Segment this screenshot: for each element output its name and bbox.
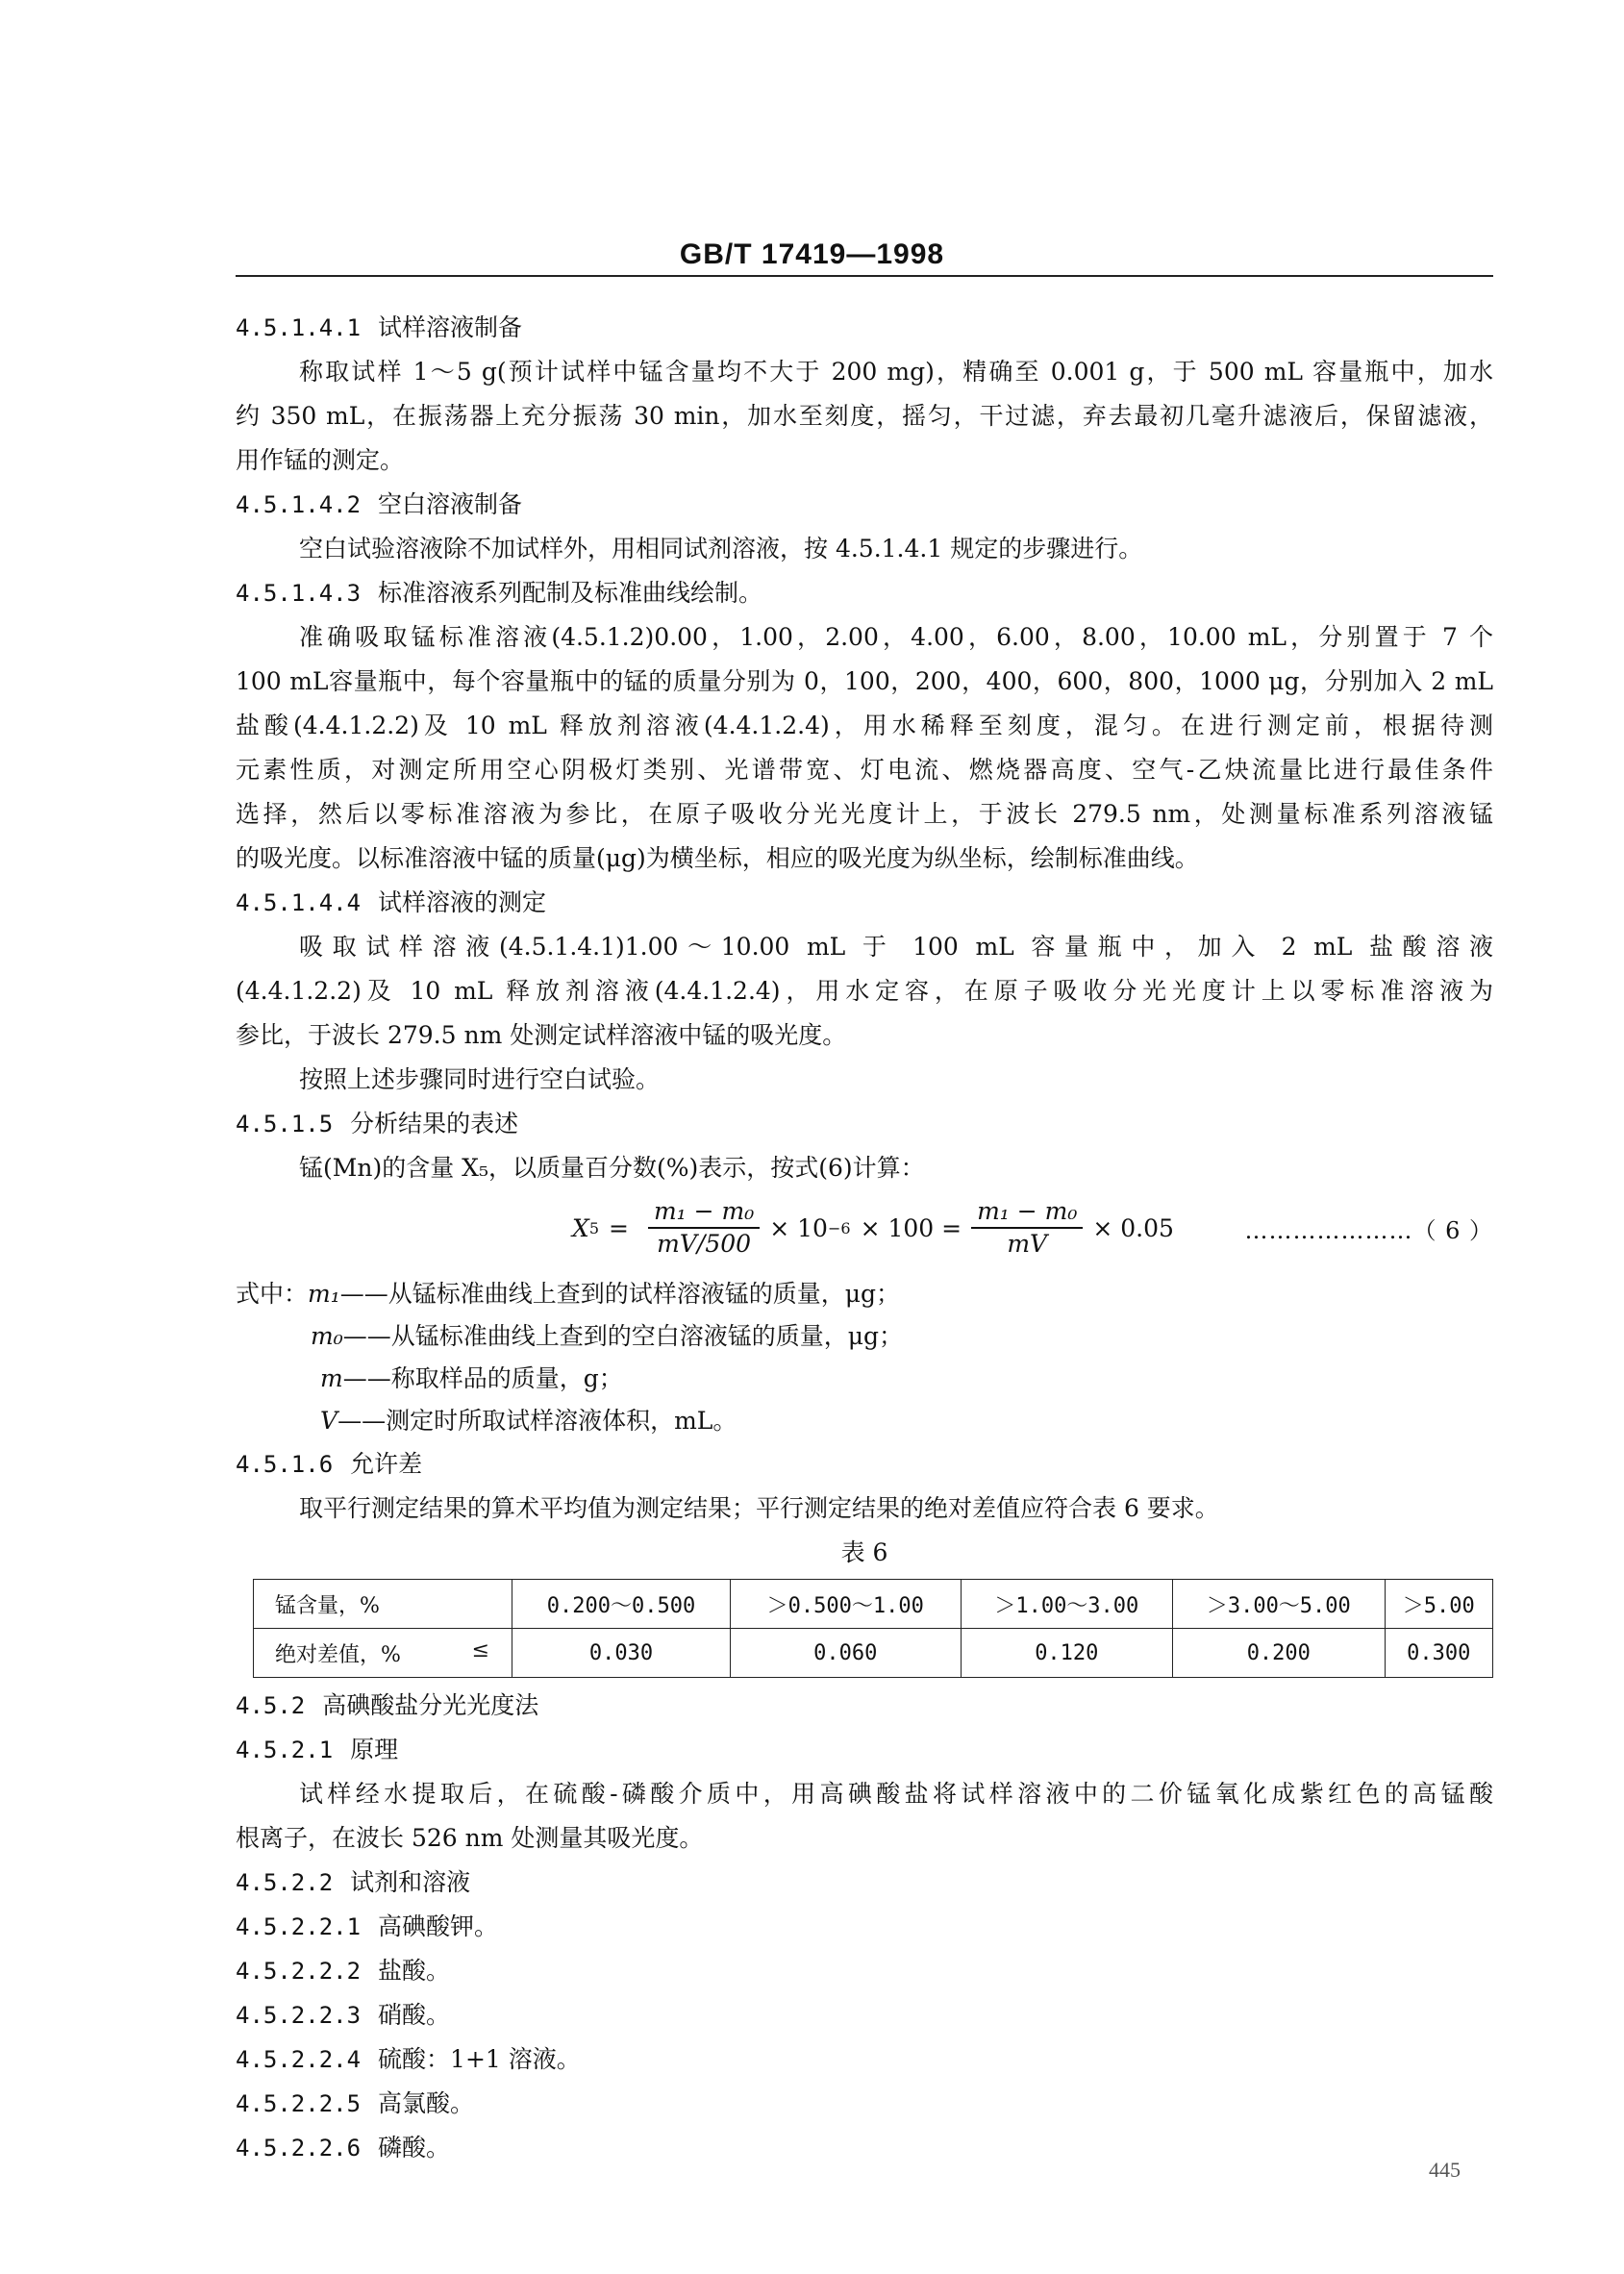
reagent-number: 4.5.2.2.6	[236, 2135, 362, 2162]
heading-number: 4.5.2	[236, 1692, 306, 1719]
paragraph-line: 盐酸(4.4.1.2.2)及 10 mL 释放剂溶液(4.4.1.2.4)，用水稀释至刻度，混匀。在进行测定前，根据待测	[236, 712, 1493, 739]
reagent-title: 硝酸。	[378, 2001, 451, 2029]
heading-number: 4.5.2.1	[236, 1737, 334, 1763]
variable-description: ——测定时所取试样溶液体积，mL。	[337, 1407, 737, 1435]
reagent-item	[236, 1993, 1493, 2037]
paragraph-line: 试样经水提取后，在硫酸-磷酸介质中，用高碘酸盐将试样溶液中的二价锰氧化成紫红色的高锰酸	[299, 1780, 1493, 1808]
table-row	[254, 1580, 1493, 1629]
formula-equals: =	[609, 1213, 629, 1242]
variable-definitions	[236, 1273, 1493, 1442]
heading-4-5-2	[236, 1684, 1493, 1728]
formula-6	[236, 1190, 1493, 1273]
heading-title: 允许差	[350, 1450, 423, 1478]
table-title: 表 6	[840, 1538, 888, 1566]
reagent-title: 盐酸。	[378, 1957, 451, 1985]
paragraph-line: 100 mL容量瓶中，每个容量瓶中的锰的质量分别为 0，100，200，400，600，800，1000 μg，分别加入 2 mL	[236, 667, 1493, 695]
table-cell: ＞3.00～5.00	[1173, 1580, 1386, 1629]
formula-times-hundred: × 100 =	[860, 1213, 962, 1242]
heading-4-5-1-5	[236, 1102, 1493, 1146]
paragraph-line: 空白试验溶液除不加试样外，用相同试剂溶液，按 4.5.1.4.1 规定的步骤进行。	[299, 535, 1143, 562]
variable-definition	[236, 1315, 1493, 1358]
reagent-number: 4.5.2.2.5	[236, 2090, 362, 2117]
heading-4-5-2-2	[236, 1861, 1493, 1905]
heading-title: 原理	[350, 1736, 399, 1763]
heading-title: 试样溶液制备	[378, 313, 523, 341]
variable-symbol: m₁	[308, 1280, 340, 1308]
row-header-label: 绝对差值，%	[275, 1642, 401, 1667]
formula-fraction-2	[971, 1196, 1083, 1260]
variable-symbol: m	[320, 1364, 343, 1392]
variable-prefix: 式中：	[236, 1280, 309, 1308]
heading-number: 4.5.1.5	[236, 1111, 334, 1137]
table-cell: 0.200～0.500	[512, 1580, 731, 1629]
heading-4-5-1-6	[236, 1442, 1493, 1487]
formula-expression	[572, 1196, 1174, 1260]
reagent-item	[236, 2037, 1493, 2082]
heading-title: 标准溶液系列配制及标准曲线绘制。	[378, 579, 763, 607]
heading-number: 4.5.2.2	[236, 1869, 334, 1896]
fraction-denominator: mV	[1007, 1230, 1048, 1258]
table-cell: 0.030	[512, 1629, 731, 1678]
fraction-denominator: mV/500	[657, 1230, 752, 1258]
heading-4-5-1-4-4	[236, 881, 1493, 925]
paragraph-line: (4.4.1.2.2)及 10 mL 释放剂溶液(4.4.1.2.4)，用水定容，在原子吸收分光光度计上以零标准溶液为	[236, 977, 1493, 1005]
reagent-item	[236, 2126, 1493, 2170]
reagent-item	[236, 1905, 1493, 1949]
table-row-header	[254, 1629, 512, 1678]
variable-definition	[236, 1358, 1493, 1400]
formula-exponent: −6	[827, 1218, 851, 1237]
heading-number: 4.5.1.6	[236, 1451, 334, 1478]
paragraph-line: 选择，然后以零标准溶液为参比，在原子吸收分光光度计上，于波长 279.5 nm，处测量标准系列溶液锰	[236, 800, 1493, 828]
formula-times-ten: × 10	[769, 1213, 828, 1242]
table-cell: ＞0.500～1.00	[730, 1580, 961, 1629]
heading-4-5-1-4-2	[236, 483, 1493, 527]
formula-lhs-var: X	[572, 1213, 589, 1242]
heading-title: 高碘酸盐分光光度法	[322, 1691, 539, 1719]
heading-number: 4.5.1.4.2	[236, 491, 362, 518]
variable-definition	[236, 1400, 1493, 1442]
table-cell: ＞5.00	[1385, 1580, 1492, 1629]
equation-number: …………………（ 6 ）	[1244, 1217, 1493, 1244]
fraction-numerator: m₁ − m₀	[653, 1197, 755, 1225]
reagent-title: 磷酸。	[378, 2134, 451, 2162]
reagent-number: 4.5.2.2.4	[236, 2046, 362, 2073]
table-cell: 0.120	[961, 1629, 1173, 1678]
paragraph-line: 的吸光度。以标准溶液中锰的质量(μg)为横坐标，相应的吸光度为纵坐标，绘制标准曲线。	[236, 844, 1199, 872]
paragraph-line: 取平行测定结果的算术平均值为测定结果；平行测定结果的绝对差值应符合表 6 要求。	[299, 1494, 1219, 1522]
paragraph-line: 吸取试样溶液(4.5.1.4.1)1.00～10.00 mL 于 100 mL 容量瓶中，加入 2 mL 盐酸溶液	[299, 933, 1493, 961]
table-cell: 0.200	[1173, 1629, 1386, 1678]
heading-title: 空白溶液制备	[378, 490, 523, 518]
reagent-number: 4.5.2.2.2	[236, 1958, 362, 1985]
formula-fraction-1	[648, 1196, 760, 1260]
table-6	[253, 1579, 1493, 1678]
heading-number: 4.5.1.4.4	[236, 889, 362, 916]
heading-title: 分析结果的表述	[350, 1110, 519, 1137]
paragraph-line: 称取试样 1～5 g(预计试样中锰含量均不大于 200 mg)，精确至 0.001 g，于 500 mL 容量瓶中，加水	[299, 358, 1493, 386]
heading-4-5-1-4-3	[236, 571, 1493, 615]
heading-number: 4.5.1.4.3	[236, 580, 362, 607]
heading-title: 试剂和溶液	[350, 1868, 471, 1896]
variable-definition	[236, 1273, 1493, 1315]
header-rule	[236, 275, 1493, 277]
table-cell: ＞1.00～3.00	[961, 1580, 1173, 1629]
page-number: 445	[1429, 2158, 1461, 2182]
formula-tail: × 0.05	[1092, 1213, 1174, 1242]
paragraph-line: 参比，于波长 279.5 nm 处测定试样溶液中锰的吸光度。	[236, 1021, 847, 1049]
reagent-number: 4.5.2.2.3	[236, 2002, 362, 2029]
variable-description: ——从锰标准曲线上查到的试样溶液锰的质量，μg；	[339, 1280, 901, 1308]
paragraph-line: 用作锰的测定。	[236, 446, 405, 474]
paragraph-line: 锰(Mn)的含量 X₅，以质量百分数(%)表示，按式(6)计算：	[299, 1154, 925, 1182]
heading-number: 4.5.1.4.1	[236, 314, 362, 341]
reagent-title: 高氯酸。	[378, 2089, 475, 2117]
heading-title: 试样溶液的测定	[378, 888, 547, 916]
reagent-title: 高碘酸钾。	[378, 1912, 499, 1940]
table-cell: 0.060	[730, 1629, 961, 1678]
heading-4-5-2-1	[236, 1728, 1493, 1772]
variable-symbol: m₀	[311, 1322, 343, 1350]
row-header-operator: ≤	[471, 1637, 489, 1662]
table-cell: 0.300	[1385, 1629, 1492, 1678]
reagent-item	[236, 1949, 1493, 1993]
document-body	[236, 306, 1493, 2170]
reagent-number: 4.5.2.2.1	[236, 1913, 362, 1940]
variable-description: ——从锰标准曲线上查到的空白溶液锰的质量，μg；	[342, 1322, 903, 1350]
paragraph-line: 准确吸取锰标准溶液(4.5.1.2)0.00，1.00，2.00，4.00，6.00，8.00，10.00 mL，分别置于 7 个	[299, 623, 1493, 651]
table-row-header: 锰含量，%	[254, 1580, 512, 1629]
page-header: GB/T 17419—1998	[679, 238, 945, 270]
paragraph-line: 元素性质，对测定所用空心阴极灯类别、光谱带宽、灯电流、燃烧器高度、空气-乙炔流量比进行最佳条件	[236, 756, 1493, 784]
reagent-item	[236, 2082, 1493, 2126]
paragraph-line: 约 350 mL，在振荡器上充分振荡 30 min，加水至刻度，摇匀，干过滤，弃去最初几毫升滤液后，保留滤液，	[236, 402, 1493, 430]
fraction-numerator: m₁ − m₀	[977, 1197, 1078, 1225]
paragraph-line: 根离子，在波长 526 nm 处测量其吸光度。	[236, 1824, 704, 1852]
heading-4-5-1-4-1	[236, 306, 1493, 350]
paragraph-line: 按照上述步骤同时进行空白试验。	[299, 1065, 661, 1093]
formula-lhs-sub: 5	[588, 1218, 599, 1237]
reagent-title: 硫酸：1+1 溶液。	[378, 2045, 581, 2073]
table-row	[254, 1629, 1493, 1678]
variable-symbol: V	[320, 1407, 338, 1435]
variable-description: ——称取样品的质量，g；	[342, 1364, 623, 1392]
